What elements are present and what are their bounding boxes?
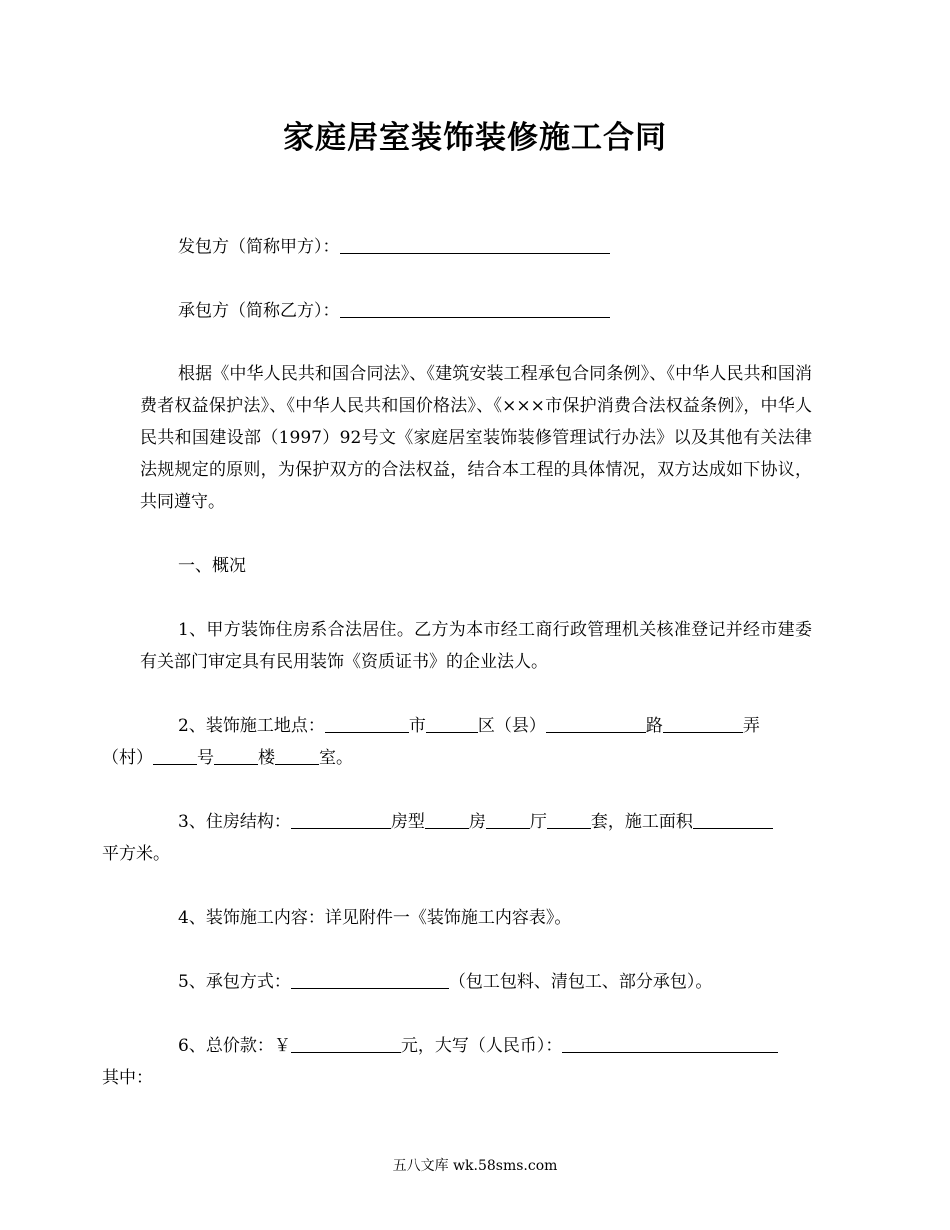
party-b-label: 承包方（简称乙方）： xyxy=(178,301,340,321)
district-blank[interactable] xyxy=(426,712,478,733)
item5-prefix: 5、承包方式： xyxy=(178,972,291,992)
item4-paragraph: 4、装饰施工内容：详见附件一《装饰施工内容表》。 xyxy=(178,908,572,928)
halls-blank[interactable] xyxy=(486,808,530,829)
item3-paragraph xyxy=(102,806,812,870)
document-title: 家庭居室装饰装修施工合同 xyxy=(283,120,667,156)
item2-village: （村） xyxy=(102,748,153,768)
section1-heading: 一、概况 xyxy=(178,556,246,576)
city-blank[interactable] xyxy=(325,712,409,733)
item6-paragraph xyxy=(102,1030,812,1094)
item2-city: 市 xyxy=(408,716,426,736)
road-blank[interactable] xyxy=(546,712,646,733)
item5-suffix: （包工包料、清包工、部分承包）。 xyxy=(448,972,713,992)
party-b-blank[interactable] xyxy=(340,297,610,318)
total-amount-blank[interactable] xyxy=(291,1032,401,1053)
party-a-label: 发包方（简称甲方）： xyxy=(178,237,340,257)
rooms-blank[interactable] xyxy=(425,808,469,829)
item2-number: 号 xyxy=(197,748,214,768)
amount-words-blank[interactable] xyxy=(562,1032,778,1053)
item5-paragraph xyxy=(140,966,812,998)
item2-room: 室。 xyxy=(319,748,353,768)
structure-blank[interactable] xyxy=(291,808,391,829)
item1-paragraph: 1、甲方装饰住房系合法居住。乙方为本市经工商行政管理机关核准登记并经市建委有关部门审定具有民用装饰《资质证书》的企业法人。 xyxy=(140,620,812,672)
building-blank[interactable] xyxy=(214,744,258,765)
party-a-line xyxy=(140,231,812,263)
item3-unit: 平方米。 xyxy=(102,844,170,864)
item2-paragraph xyxy=(102,710,812,774)
item6-among: 其中： xyxy=(102,1068,153,1088)
item2-district: 区（县） xyxy=(477,716,546,736)
area-blank[interactable] xyxy=(693,808,773,829)
item6-prefix: 6、总价款：￥ xyxy=(178,1036,291,1056)
item3-type: 房型 xyxy=(390,812,425,832)
item2-lane: 弄 xyxy=(742,716,760,736)
lane-blank[interactable] xyxy=(663,712,743,733)
item2-prefix: 2、装饰施工地点： xyxy=(178,716,325,736)
item2-road: 路 xyxy=(645,716,663,736)
room-blank[interactable] xyxy=(275,744,319,765)
item2-building: 楼 xyxy=(258,748,275,768)
number-blank[interactable] xyxy=(153,744,197,765)
suite-blank[interactable] xyxy=(547,808,591,829)
party-b-line xyxy=(140,295,812,327)
contract-mode-blank[interactable] xyxy=(291,968,449,989)
party-a-blank[interactable] xyxy=(340,233,610,254)
item3-suite: 套，施工面积 xyxy=(590,812,693,832)
preamble-paragraph: 根据《中华人民共和国合同法》、《建筑安装工程承包合同条例》、《中华人民共和国消费者权益保护法》、《中华人民共和国价格法》、《×××市保护消费合法权益条例》，中华人民共和国建设部（1997）92号文《家庭居室装饰装修管理试行办法》以及其他有关法律法规规定的原则，为保护双方的合法权益，结合本工程的具体情况，双方达成如下协议，共同遵守。 xyxy=(140,364,812,512)
item3-halls: 厅 xyxy=(529,812,547,832)
item3-prefix: 3、住房结构： xyxy=(178,812,291,832)
item6-yuan: 元，大写（人民币）： xyxy=(400,1036,563,1056)
item3-rooms: 房 xyxy=(468,812,486,832)
footer-watermark: 五八文库 wk.58sms.com xyxy=(392,1158,558,1174)
